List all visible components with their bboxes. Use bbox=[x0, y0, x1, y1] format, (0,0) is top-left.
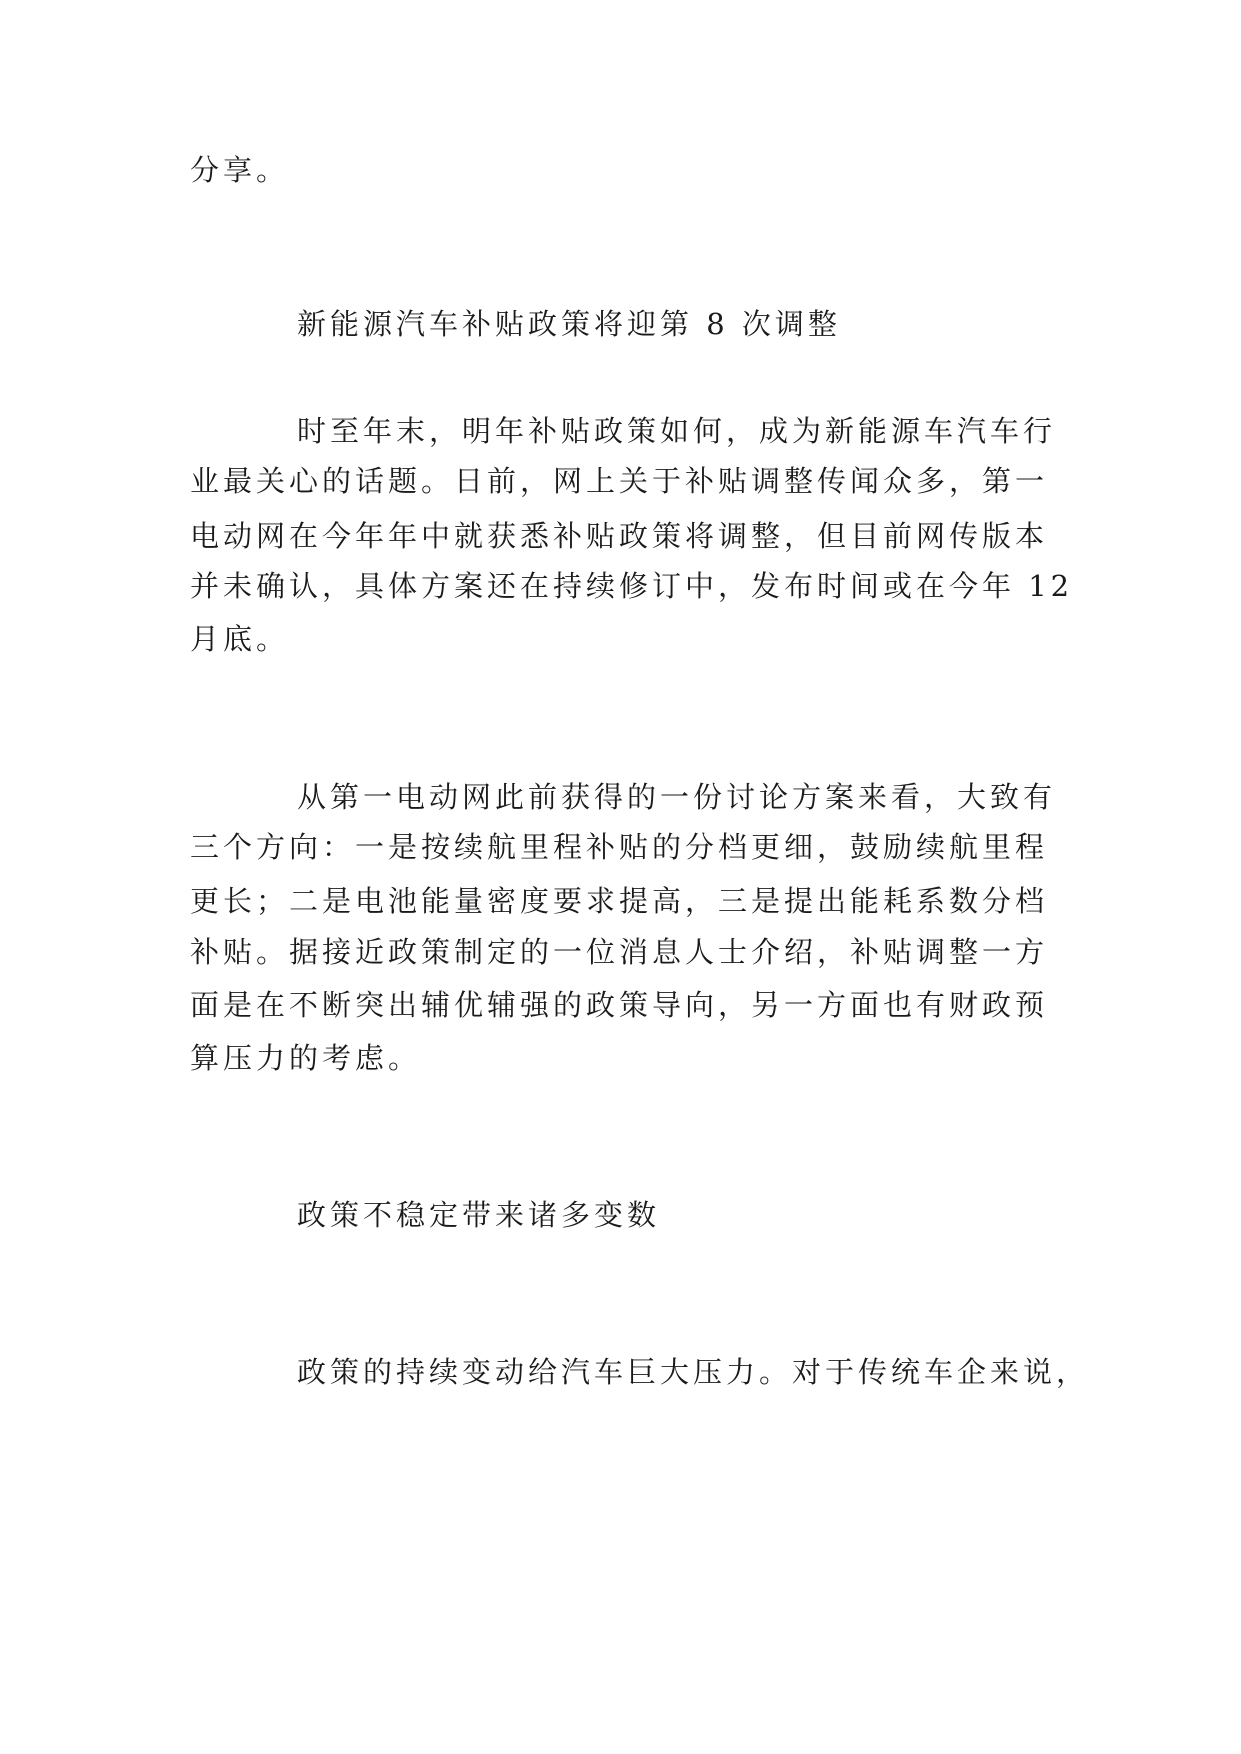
section-heading-policy-instability: 政策不稳定带来诸多变数 bbox=[297, 1198, 661, 1232]
paragraph-1-line-3: 电动网在今年年中就获悉补贴政策将调整，但目前网传版本 bbox=[190, 519, 1049, 553]
paragraph-2-line-3: 更长；二是电池能量密度要求提高，三是提出能耗系数分档 bbox=[190, 884, 1049, 918]
paragraph-1-line-5: 月底。 bbox=[190, 622, 290, 656]
paragraph-0-line-1: 分享。 bbox=[190, 153, 290, 187]
paragraph-2-line-2: 三个方向：一是按续航里程补贴的分档更细，鼓励续航里程 bbox=[190, 830, 1049, 864]
paragraph-1-line-4: 并未确认，具体方案还在持续修订中，发布时间或在今年 12 bbox=[190, 569, 1074, 603]
paragraph-2-line-5: 面是在不断突出辅优辅强的政策导向，另一方面也有财政预 bbox=[190, 988, 1049, 1022]
section-heading-subsidy-adjustment: 新能源汽车补贴政策将迎第 8 次调整 bbox=[297, 307, 841, 341]
paragraph-2-line-4: 补贴。据接近政策制定的一位消息人士介绍，补贴调整一方 bbox=[190, 935, 1049, 969]
paragraph-2-line-6: 算压力的考虑。 bbox=[190, 1041, 422, 1075]
paragraph-1-line-1: 时至年末，明年补贴政策如何，成为新能源车汽车行 bbox=[297, 414, 1057, 448]
paragraph-1-line-2: 业最关心的话题。日前，网上关于补贴调整传闻众多，第一 bbox=[190, 464, 1049, 498]
paragraph-2-line-1: 从第一电动网此前获得的一份讨论方案来看，大致有 bbox=[297, 780, 1057, 814]
paragraph-3-line-1: 政策的持续变动给汽车巨大压力。对于传统车企来说， bbox=[297, 1355, 1090, 1389]
